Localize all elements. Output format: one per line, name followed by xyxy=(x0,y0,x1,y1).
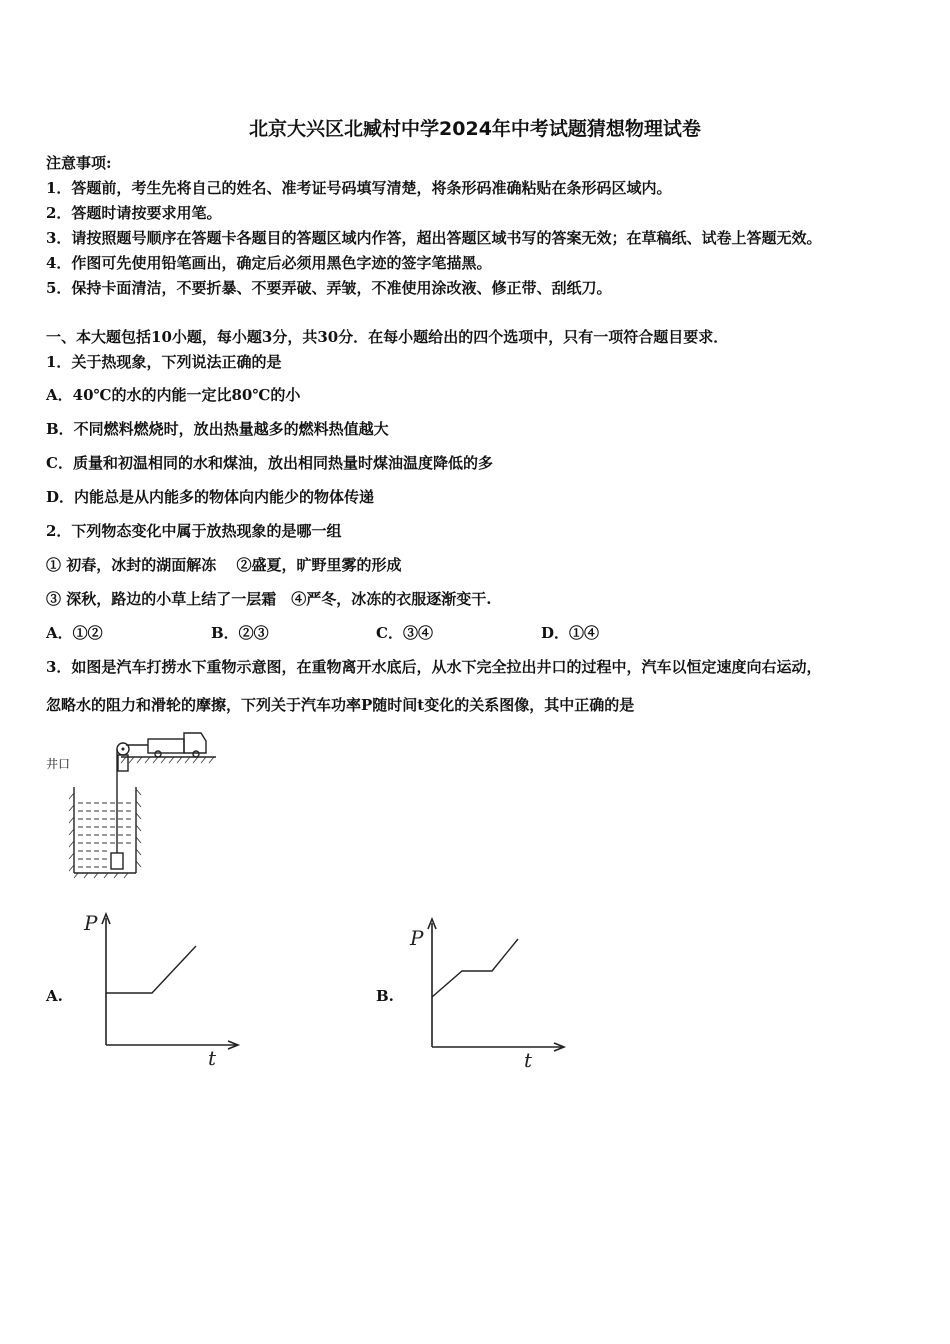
question-2-option-d: D．①④ xyxy=(541,624,600,642)
question-2-option-b: B．②③ xyxy=(211,624,269,642)
notice-heading: 注意事项: xyxy=(46,154,112,172)
graph-b-x-label: t xyxy=(524,1048,533,1072)
question-2-option-a: A．①② xyxy=(46,624,103,642)
section-heading: 一、本大题包括10小题，每小题3分，共30分．在每小题给出的四个选项中，只有一项符合题目要求． xyxy=(46,328,729,346)
page-title: 北京大兴区北臧村中学2024年中考试题猜想物理试卷 xyxy=(249,118,701,140)
question-1-option-a: A．40℃的水的内能一定比80℃的小 xyxy=(46,386,301,404)
graph-b-y-label: P xyxy=(410,926,424,950)
question-2-items-line2: ③ 深秋，路边的小草上结了一层霜 ④严冬，冰冻的衣服逐渐变干. xyxy=(46,590,492,608)
question-1-option-c: C．质量和初温相同的水和煤油，放出相同热量时煤油温度降低的多 xyxy=(46,454,493,472)
question-1-option-d: D．内能总是从内能多的物体向内能少的物体传递 xyxy=(46,488,375,506)
graph-a-label: A. xyxy=(46,987,63,1005)
graph-a-x-label: t xyxy=(208,1046,217,1070)
question-1-option-b: B．不同燃料燃烧时，放出热量越多的燃料热值越大 xyxy=(46,420,389,438)
graph-b xyxy=(404,915,574,1075)
notice-item: 3．请按照题号顺序在答题卡各题目的答题区域内作答，超出答题区域书写的答案无效；在草稿纸、试卷上答题无效。 xyxy=(46,229,822,247)
question-3-stem-line2: 忽略水的阻力和滑轮的摩擦，下列关于汽车功率P随时间t变化的关系图像，其中正确的是 xyxy=(46,696,635,714)
question-1-stem: 1．关于热现象，下列说法正确的是 xyxy=(46,353,282,371)
graph-a-y-label: P xyxy=(84,911,98,935)
notice-item: 5．保持卡面清洁，不要折暴、不要弄破、弄皱，不准使用涂改液、修正带、刮纸刀。 xyxy=(46,279,612,297)
question-2-items-line1: ① 初春，冰封的湖面解冻 ②盛夏，旷野里雾的形成 xyxy=(46,556,402,574)
question-2-option-c: C．③④ xyxy=(376,624,433,642)
well-label: 井口 xyxy=(46,757,71,771)
graph-a xyxy=(78,910,248,1070)
question-3-stem-line1: 3．如图是汽车打捞水下重物示意图，在重物离开水底后，从水下完全拉出井口的过程中，汽车以恒定速度向右运动， xyxy=(46,658,822,676)
question-2-stem: 2．下列物态变化中属于放热现象的是哪一组 xyxy=(46,522,342,540)
notice-item: 2．答题时请按要求用笔。 xyxy=(46,204,222,222)
notice-item: 4．作图可先使用铅笔画出，确定后必须用黑色字迹的签字笔描黑。 xyxy=(46,254,492,272)
notice-item: 1．答题前，考生先将自己的姓名、准考证号码填写清楚，将条形码准确粘贴在条形码区域内。 xyxy=(46,179,672,197)
graph-b-label: B. xyxy=(376,987,394,1005)
salvage-diagram xyxy=(66,725,226,880)
